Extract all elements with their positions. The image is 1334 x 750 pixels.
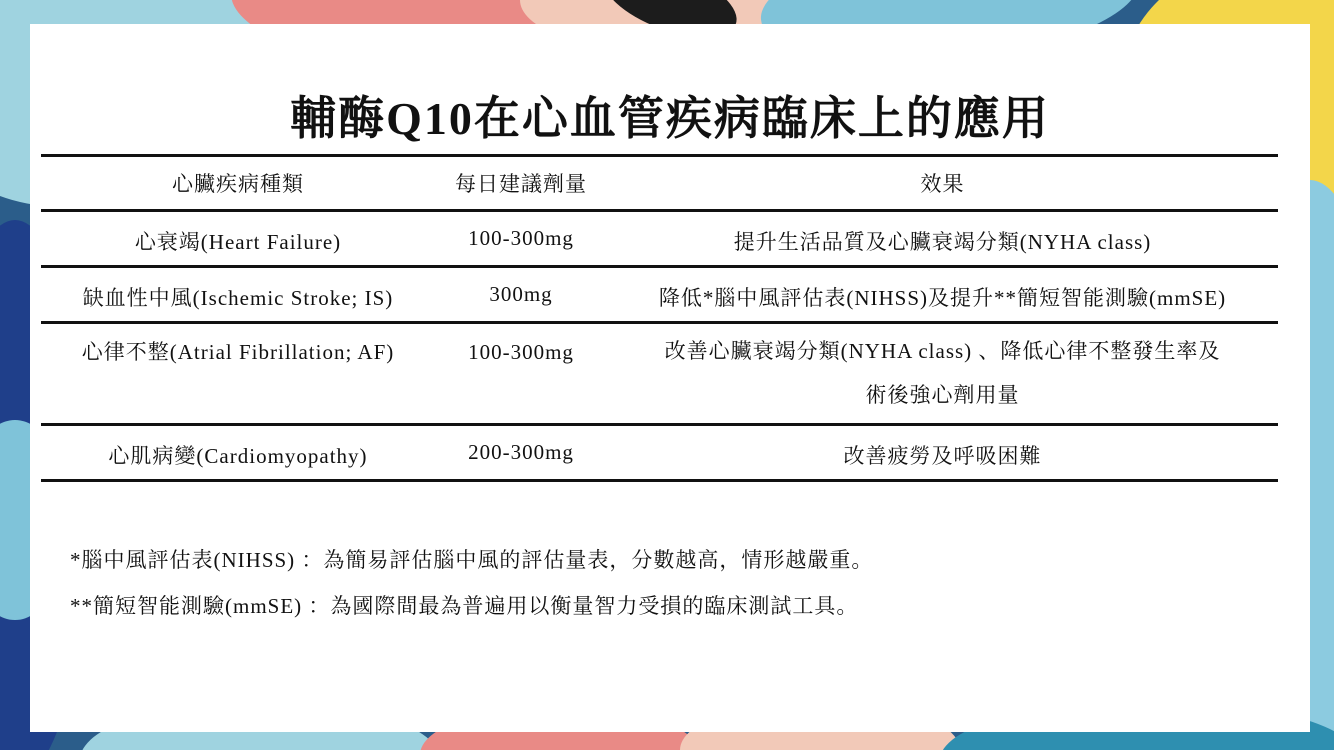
table-row (41, 425, 1278, 481)
cell-disease: 心律不整(Atrial Fibrillation; AF) (81, 340, 395, 364)
cell-disease: 缺血性中風(Ischemic Stroke; IS) (82, 286, 394, 310)
cell-effect: 提升生活品質及心臟衰竭分類(NYHA class) (733, 230, 1152, 254)
slide-title: 輔酶Q10在心血管疾病臨床上的應用 (290, 93, 1050, 144)
header-daily-dose: 每日建議劑量 (455, 172, 587, 196)
cell-effect-line: 改善心臟衰竭分類(NYHA class) 、降低心律不整發生率及 (664, 339, 1221, 363)
cell-effect (607, 323, 1278, 425)
cell-effect: 降低*腦中風評估表(NIHSS)及提升**簡短智能測驗(mmSE) (658, 286, 1227, 310)
cell-disease: 心衰竭(Heart Failure) (134, 230, 342, 254)
cell-dose: 100-300mg (468, 340, 574, 364)
cell-dose: 300mg (489, 282, 553, 306)
cell-disease: 心肌病變(Cardiomyopathy) (108, 444, 368, 468)
footnote-nihss: *腦中風評估表(NIHSS) ：為簡易評估腦中風的評估量表，分數越高，情形越嚴重。 (70, 548, 874, 572)
slide-card (30, 24, 1310, 732)
cell-dose: 100-300mg (468, 226, 574, 250)
table-header-row (41, 156, 1278, 211)
dosage-table (41, 154, 1278, 482)
footnotes (70, 544, 873, 636)
header-effect: 效果 (920, 172, 965, 196)
header-disease-type: 心臟疾病種類 (172, 172, 304, 196)
cell-effect-line: 術後強心劑用量 (865, 383, 1020, 407)
cell-dose: 200-300mg (468, 440, 574, 464)
footnote-mmse: **簡短智能測驗(mmSE) ：為國際間最為普遍用以衡量智力受損的臨床測試工具。 (70, 594, 859, 618)
table-row (41, 267, 1278, 323)
cell-effect: 改善疲勞及呼吸困難 (843, 444, 1042, 468)
table-row (41, 323, 1278, 425)
table-row (41, 211, 1278, 267)
